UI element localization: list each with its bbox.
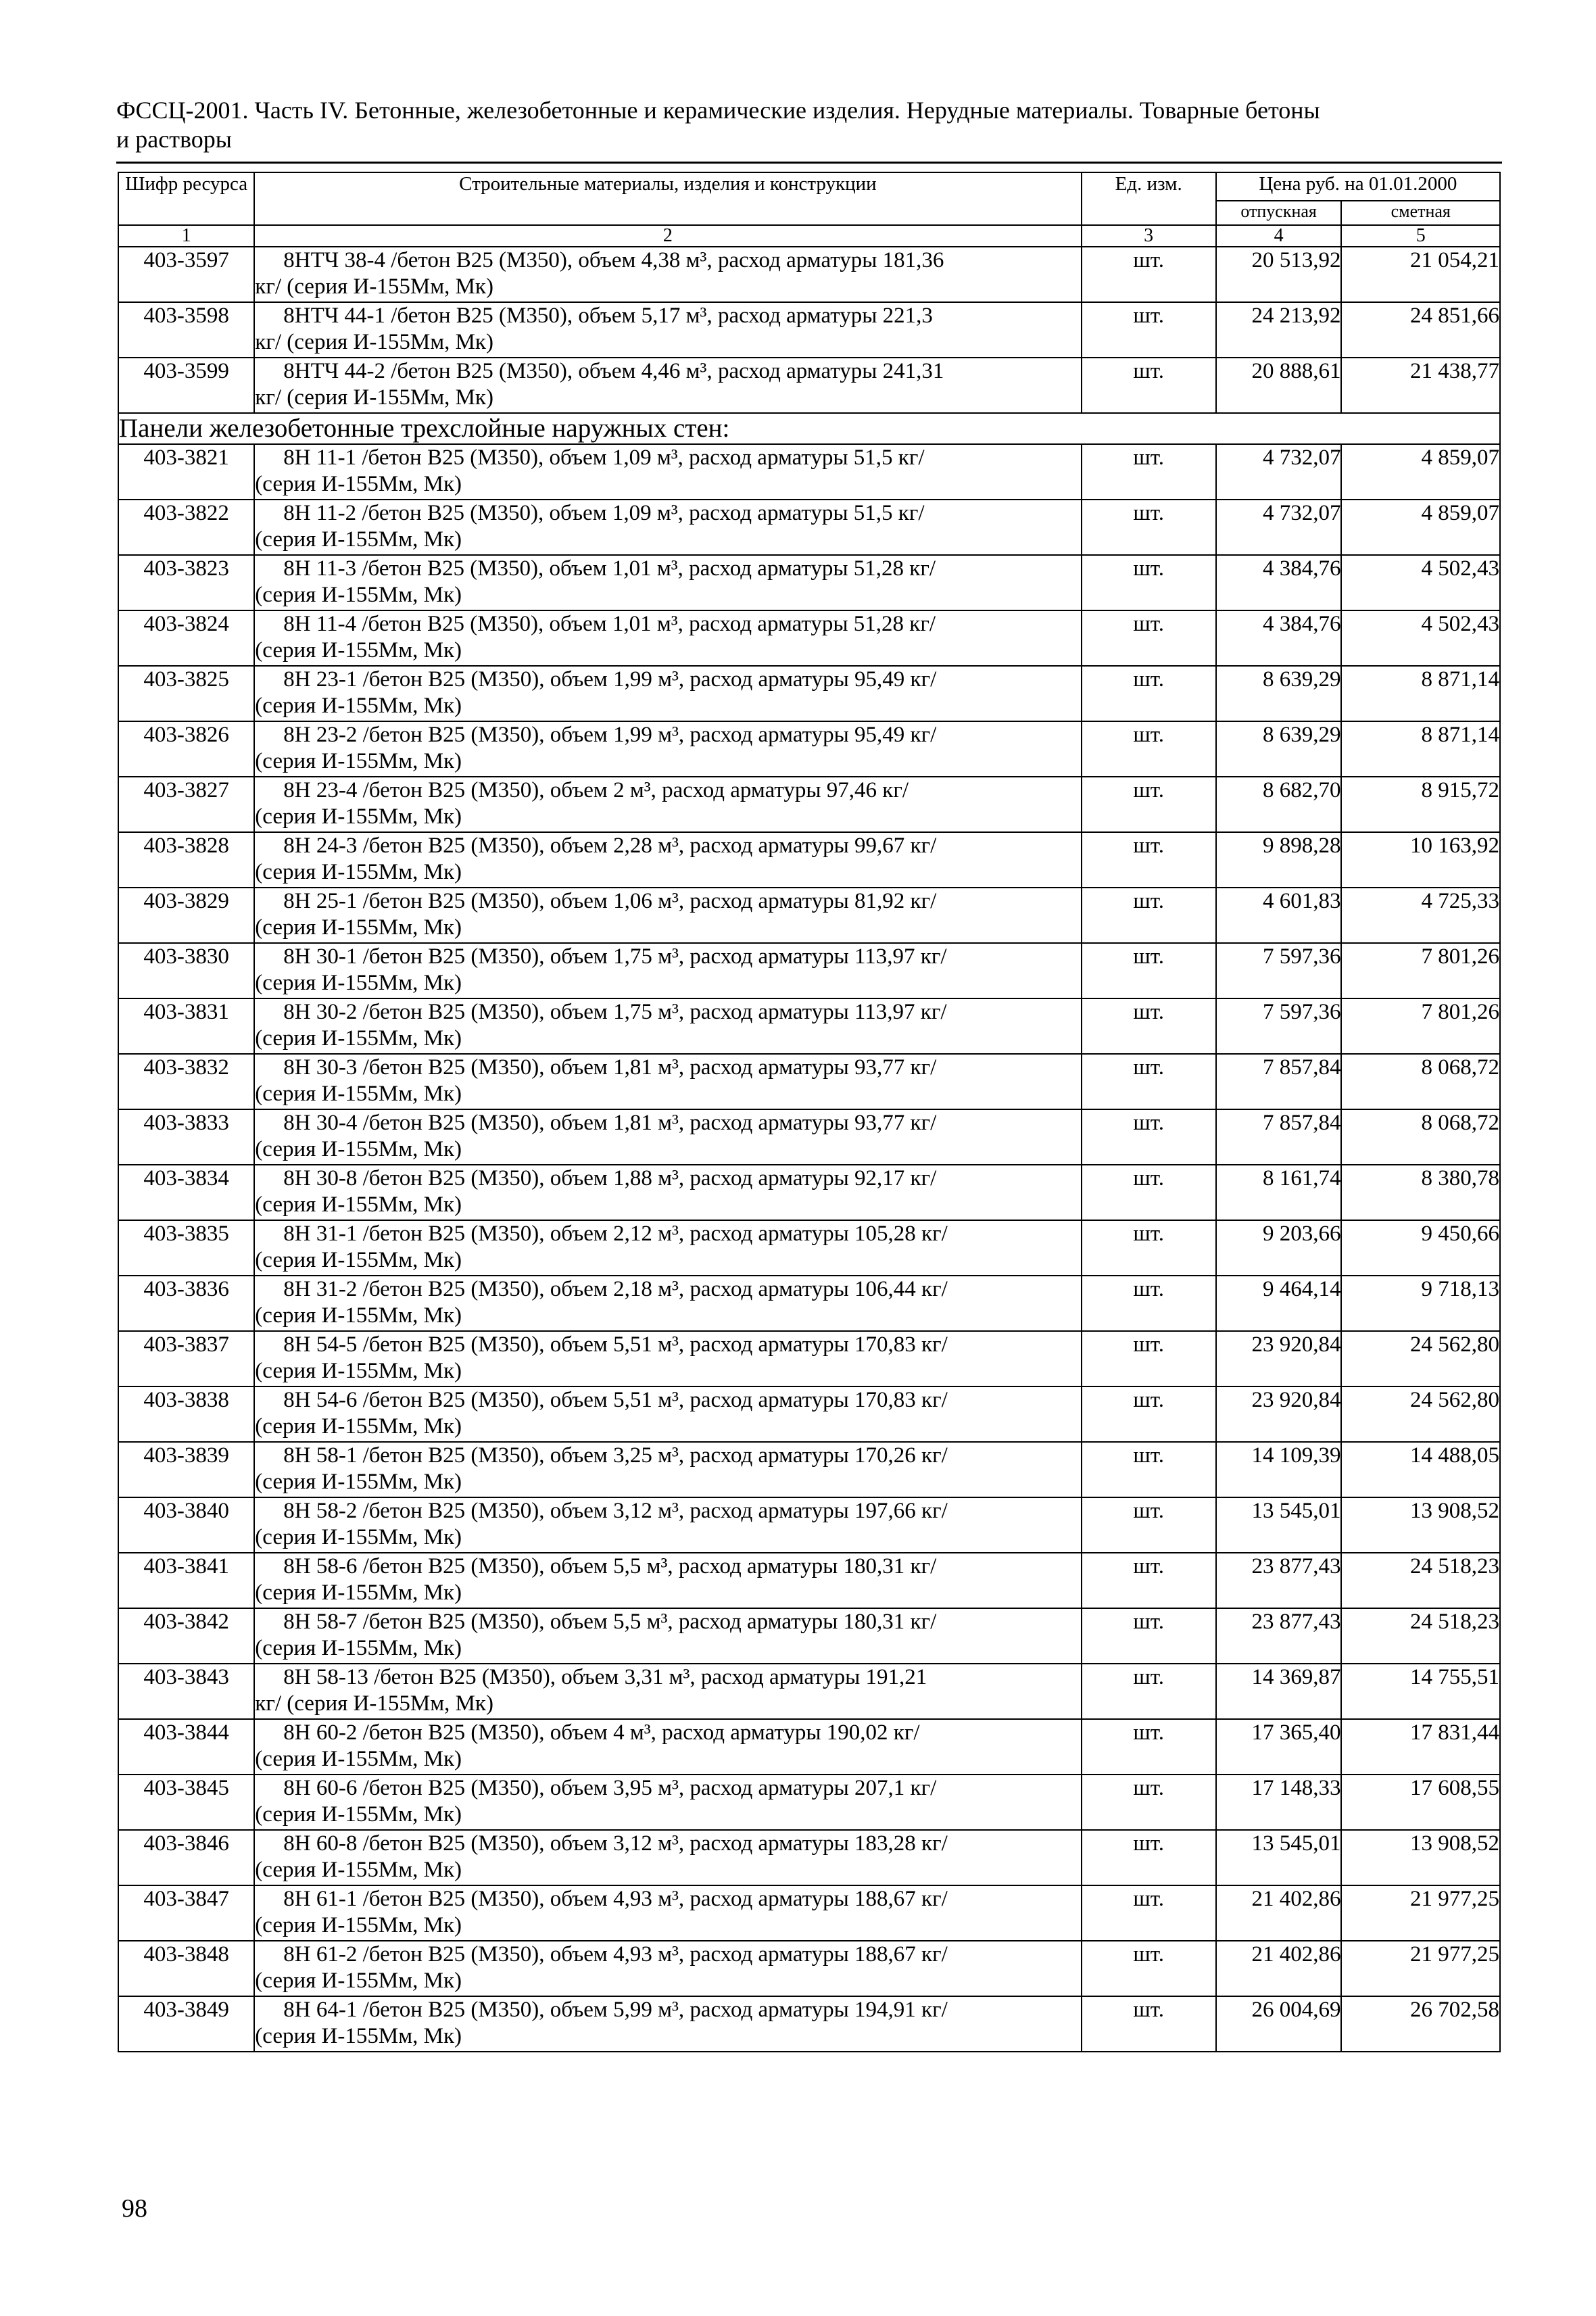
unit: шт.	[1082, 998, 1216, 1054]
item-description-line1: 8Н 61-1 /бетон В25 (М350), объем 4,93 м³, расход арматуры 188,67 кг/	[283, 1887, 948, 1911]
column-number: 3	[1082, 225, 1216, 247]
item-description-line1: 8Н 58-1 /бетон В25 (М350), объем 3,25 м³, расход арматуры 170,26 кг/	[283, 1443, 948, 1468]
table-row	[118, 500, 1500, 555]
item-description-line2: (серия И-155Мм, Мк)	[255, 1802, 462, 1827]
item-description-line1: 8Н 54-6 /бетон В25 (М350), объем 5,51 м³, расход арматуры 170,83 кг/	[283, 1388, 948, 1412]
item-description-line1: 8Н 23-1 /бетон В25 (М350), объем 1,99 м³, расход арматуры 95,49 кг/	[283, 667, 937, 692]
item-description	[254, 1996, 1081, 2052]
resource-code: 403-3846	[118, 1830, 254, 1885]
item-description-line1: 8НТЧ 44-1 /бетон В25 (М350), объем 5,17 м³, расход арматуры 221,3	[283, 304, 933, 328]
unit: шт.	[1082, 1996, 1216, 2052]
release-price: 9 898,28	[1216, 832, 1342, 888]
item-description-line1: 8Н 11-1 /бетон В25 (М350), объем 1,09 м³, расход арматуры 51,5 кг/	[283, 445, 925, 470]
price-table	[118, 172, 1501, 2052]
item-description	[254, 888, 1081, 943]
unit: шт.	[1082, 1719, 1216, 1775]
item-description	[254, 1165, 1081, 1220]
table-row	[118, 555, 1500, 610]
table-row	[118, 777, 1500, 832]
release-price: 8 639,29	[1216, 721, 1342, 777]
item-description-line1: 8Н 30-1 /бетон В25 (М350), объем 1,75 м³, расход арматуры 113,97 кг/	[283, 944, 947, 969]
item-description	[254, 610, 1081, 666]
estimate-price: 8 068,72	[1341, 1054, 1500, 1109]
page-number: 98	[122, 2194, 147, 2223]
resource-code: 403-3826	[118, 721, 254, 777]
estimate-price: 21 977,25	[1341, 1885, 1500, 1941]
column-header-release: отпускная	[1216, 201, 1342, 225]
table-row	[118, 1220, 1500, 1276]
table-row	[118, 1276, 1500, 1331]
estimate-price: 21 977,25	[1341, 1941, 1500, 1996]
item-description	[254, 777, 1081, 832]
release-price: 4 732,07	[1216, 444, 1342, 500]
release-price: 8 639,29	[1216, 666, 1342, 721]
item-description-line2: (серия И-155Мм, Мк)	[255, 1359, 462, 1383]
resource-code: 403-3599	[118, 358, 254, 413]
item-description	[254, 1220, 1081, 1276]
resource-code: 403-3829	[118, 888, 254, 943]
item-description-line2: кг/ (серия И-155Мм, Мк)	[255, 385, 493, 410]
resource-code: 403-3844	[118, 1719, 254, 1775]
unit: шт.	[1082, 1664, 1216, 1719]
item-description	[254, 1664, 1081, 1719]
release-price: 14 369,87	[1216, 1664, 1342, 1719]
estimate-price: 8 915,72	[1341, 777, 1500, 832]
estimate-price: 14 488,05	[1341, 1442, 1500, 1497]
item-description-line2: (серия И-155Мм, Мк)	[255, 1470, 462, 1494]
item-description-line2: (серия И-155Мм, Мк)	[255, 804, 462, 829]
unit: шт.	[1082, 555, 1216, 610]
table-row	[118, 1442, 1500, 1497]
column-number: 4	[1216, 225, 1342, 247]
resource-code: 403-3838	[118, 1386, 254, 1442]
column-header-price-group: Цена руб. на 01.01.2000	[1216, 172, 1500, 201]
unit: шт.	[1082, 610, 1216, 666]
estimate-price: 8 871,14	[1341, 666, 1500, 721]
resource-code: 403-3597	[118, 247, 254, 302]
item-description	[254, 555, 1081, 610]
unit: шт.	[1082, 721, 1216, 777]
unit: шт.	[1082, 1497, 1216, 1553]
resource-code: 403-3598	[118, 302, 254, 358]
item-description-line2: (серия И-155Мм, Мк)	[255, 1026, 462, 1051]
item-description	[254, 1885, 1081, 1941]
table-row	[118, 1719, 1500, 1775]
table-row	[118, 610, 1500, 666]
table-row	[118, 302, 1500, 358]
table-row	[118, 1608, 1500, 1664]
release-price: 24 213,92	[1216, 302, 1342, 358]
unit: шт.	[1082, 247, 1216, 302]
item-description	[254, 1608, 1081, 1664]
column-header-name: Строительные материалы, изделия и конструкции	[254, 172, 1081, 225]
header-rule	[116, 162, 1502, 164]
item-description-line1: 8Н 25-1 /бетон В25 (М350), объем 1,06 м³, расход арматуры 81,92 кг/	[283, 889, 937, 913]
item-description-line1: 8Н 11-2 /бетон В25 (М350), объем 1,09 м³, расход арматуры 51,5 кг/	[283, 501, 925, 525]
item-description-line1: 8Н 23-4 /бетон В25 (М350), объем 2 м³, расход арматуры 97,46 кг/	[283, 778, 909, 802]
item-description-line2: (серия И-155Мм, Мк)	[255, 1137, 462, 1161]
unit: шт.	[1082, 777, 1216, 832]
item-description-line1: 8Н 31-1 /бетон В25 (М350), объем 2,12 м³, расход арматуры 105,28 кг/	[283, 1222, 948, 1246]
resource-code: 403-3847	[118, 1885, 254, 1941]
item-description-line2: (серия И-155Мм, Мк)	[255, 1082, 462, 1106]
item-description	[254, 1719, 1081, 1775]
item-description-line2: (серия И-155Мм, Мк)	[255, 2024, 462, 2048]
resource-code: 403-3842	[118, 1608, 254, 1664]
item-description-line1: 8Н 30-3 /бетон В25 (М350), объем 1,81 м³, расход арматуры 93,77 кг/	[283, 1055, 937, 1080]
release-price: 26 004,69	[1216, 1996, 1342, 2052]
release-price: 8 161,74	[1216, 1165, 1342, 1220]
estimate-price: 8 871,14	[1341, 721, 1500, 777]
resource-code: 403-3823	[118, 555, 254, 610]
column-header-unit: Ед. изм.	[1082, 172, 1216, 225]
table-row	[118, 1054, 1500, 1109]
release-price: 4 384,76	[1216, 610, 1342, 666]
item-description	[254, 832, 1081, 888]
estimate-price: 13 908,52	[1341, 1497, 1500, 1553]
unit: шт.	[1082, 1442, 1216, 1497]
unit: шт.	[1082, 1054, 1216, 1109]
item-description-line2: (серия И-155Мм, Мк)	[255, 1581, 462, 1605]
item-description-line1: 8Н 11-4 /бетон В25 (М350), объем 1,01 м³, расход арматуры 51,28 кг/	[283, 612, 936, 636]
resource-code: 403-3822	[118, 500, 254, 555]
release-price: 8 682,70	[1216, 777, 1342, 832]
release-price: 7 597,36	[1216, 943, 1342, 998]
resource-code: 403-3831	[118, 998, 254, 1054]
item-description	[254, 1497, 1081, 1553]
unit: шт.	[1082, 1830, 1216, 1885]
item-description	[254, 358, 1081, 413]
item-description-line2: (серия И-155Мм, Мк)	[255, 638, 462, 662]
column-header-estimate: сметная	[1341, 201, 1500, 225]
item-description-line2: кг/ (серия И-155Мм, Мк)	[255, 330, 493, 354]
item-description-line1: 8Н 24-3 /бетон В25 (М350), объем 2,28 м³, расход арматуры 99,67 кг/	[283, 834, 937, 858]
estimate-price: 17 608,55	[1341, 1775, 1500, 1830]
release-price: 4 384,76	[1216, 555, 1342, 610]
item-description	[254, 1054, 1081, 1109]
table-row	[118, 998, 1500, 1054]
estimate-price: 24 518,23	[1341, 1608, 1500, 1664]
item-description-line1: 8Н 23-2 /бетон В25 (М350), объем 1,99 м³, расход арматуры 95,49 кг/	[283, 723, 937, 747]
item-description	[254, 1276, 1081, 1331]
item-description-line2: (серия И-155Мм, Мк)	[255, 472, 462, 496]
resource-code: 403-3834	[118, 1165, 254, 1220]
item-description	[254, 666, 1081, 721]
unit: шт.	[1082, 1276, 1216, 1331]
table-row	[118, 1775, 1500, 1830]
page-header-line1: ФССЦ-2001. Часть IV. Бетонные, железобетонные и керамические изделия. Нерудные материалы. Товарные бетоны	[116, 97, 1320, 124]
item-description-line2: (серия И-155Мм, Мк)	[255, 971, 462, 995]
item-description-line1: 8Н 31-2 /бетон В25 (М350), объем 2,18 м³, расход арматуры 106,44 кг/	[283, 1277, 948, 1301]
table-row	[118, 1331, 1500, 1386]
table-row	[118, 358, 1500, 413]
item-description	[254, 1941, 1081, 1996]
estimate-price: 21 054,21	[1341, 247, 1500, 302]
resource-code: 403-3836	[118, 1276, 254, 1331]
estimate-price: 17 831,44	[1341, 1719, 1500, 1775]
item-description-line1: 8Н 58-6 /бетон В25 (М350), объем 5,5 м³, расход арматуры 180,31 кг/	[283, 1554, 937, 1578]
item-description-line2: (серия И-155Мм, Мк)	[255, 749, 462, 773]
release-price: 7 597,36	[1216, 998, 1342, 1054]
estimate-price: 14 755,51	[1341, 1664, 1500, 1719]
table-row	[118, 721, 1500, 777]
release-price: 13 545,01	[1216, 1830, 1342, 1885]
item-description	[254, 500, 1081, 555]
table-row	[118, 1553, 1500, 1608]
item-description-line2: (серия И-155Мм, Мк)	[255, 1248, 462, 1272]
unit: шт.	[1082, 666, 1216, 721]
item-description-line2: (серия И-155Мм, Мк)	[255, 1969, 462, 1993]
item-description	[254, 1386, 1081, 1442]
unit: шт.	[1082, 358, 1216, 413]
unit: шт.	[1082, 1331, 1216, 1386]
unit: шт.	[1082, 1941, 1216, 1996]
release-price: 20 513,92	[1216, 247, 1342, 302]
release-price: 20 888,61	[1216, 358, 1342, 413]
unit: шт.	[1082, 1165, 1216, 1220]
item-description-line2: (серия И-155Мм, Мк)	[255, 1414, 462, 1439]
item-description-line2: (серия И-155Мм, Мк)	[255, 1913, 462, 1937]
page-header	[116, 96, 1502, 154]
table-row	[118, 1386, 1500, 1442]
estimate-price: 4 725,33	[1341, 888, 1500, 943]
release-price: 17 148,33	[1216, 1775, 1342, 1830]
unit: шт.	[1082, 1553, 1216, 1608]
unit: шт.	[1082, 943, 1216, 998]
resource-code: 403-3849	[118, 1996, 254, 2052]
table-row	[118, 1830, 1500, 1885]
table-row	[118, 943, 1500, 998]
section-body	[118, 413, 1500, 444]
item-description-line1: 8Н 11-3 /бетон В25 (М350), объем 1,01 м³, расход арматуры 51,28 кг/	[283, 556, 936, 581]
item-description-line2: кг/ (серия И-155Мм, Мк)	[255, 1691, 493, 1716]
resource-code: 403-3824	[118, 610, 254, 666]
item-description-line2: (серия И-155Мм, Мк)	[255, 860, 462, 884]
unit: шт.	[1082, 888, 1216, 943]
resource-code: 403-3835	[118, 1220, 254, 1276]
resource-code: 403-3827	[118, 777, 254, 832]
unit: шт.	[1082, 1386, 1216, 1442]
resource-code: 403-3832	[118, 1054, 254, 1109]
resource-code: 403-3821	[118, 444, 254, 500]
item-description-line1: 8Н 58-2 /бетон В25 (М350), объем 3,12 м³, расход арматуры 197,66 кг/	[283, 1499, 948, 1523]
estimate-price: 24 562,80	[1341, 1331, 1500, 1386]
unit: шт.	[1082, 1109, 1216, 1165]
resource-code: 403-3848	[118, 1941, 254, 1996]
page-header-line2: и растворы	[116, 126, 232, 153]
item-description-line1: 8Н 30-4 /бетон В25 (М350), объем 1,81 м³, расход арматуры 93,77 кг/	[283, 1111, 937, 1135]
item-description-line2: (серия И-155Мм, Мк)	[255, 1303, 462, 1328]
item-description-line1: 8НТЧ 44-2 /бетон В25 (М350), объем 4,46 м³, расход арматуры 241,31	[283, 359, 944, 383]
item-description-line2: (серия И-155Мм, Мк)	[255, 915, 462, 940]
item-description-line1: 8Н 64-1 /бетон В25 (М350), объем 5,99 м³, расход арматуры 194,91 кг/	[283, 1998, 948, 2022]
resource-code: 403-3840	[118, 1497, 254, 1553]
table-row	[118, 444, 1500, 500]
resource-code: 403-3833	[118, 1109, 254, 1165]
resource-code: 403-3839	[118, 1442, 254, 1497]
resource-code: 403-3841	[118, 1553, 254, 1608]
estimate-price: 13 908,52	[1341, 1830, 1500, 1885]
estimate-price: 8 068,72	[1341, 1109, 1500, 1165]
release-price: 7 857,84	[1216, 1109, 1342, 1165]
item-description-line2: (серия И-155Мм, Мк)	[255, 1858, 462, 1882]
item-description-line1: 8Н 60-6 /бетон В25 (М350), объем 3,95 м³, расход арматуры 207,1 кг/	[283, 1776, 937, 1800]
item-description-line2: (серия И-155Мм, Мк)	[255, 1192, 462, 1217]
estimate-price: 10 163,92	[1341, 832, 1500, 888]
item-description-line1: 8Н 61-2 /бетон В25 (М350), объем 4,93 м³, расход арматуры 188,67 кг/	[283, 1942, 948, 1967]
table-row	[118, 1885, 1500, 1941]
unit: шт.	[1082, 444, 1216, 500]
item-description-line2: (серия И-155Мм, Мк)	[255, 694, 462, 718]
release-price: 23 920,84	[1216, 1331, 1342, 1386]
item-description-line1: 8Н 60-2 /бетон В25 (М350), объем 4 м³, расход арматуры 190,02 кг/	[283, 1720, 920, 1745]
column-number-row	[118, 225, 1500, 247]
item-description	[254, 247, 1081, 302]
estimate-price: 4 859,07	[1341, 500, 1500, 555]
estimate-price: 26 702,58	[1341, 1996, 1500, 2052]
estimate-price: 7 801,26	[1341, 943, 1500, 998]
estimate-price: 21 438,77	[1341, 358, 1500, 413]
table-row	[118, 1664, 1500, 1719]
unit: шт.	[1082, 1775, 1216, 1830]
item-description-line2: (серия И-155Мм, Мк)	[255, 1525, 462, 1549]
estimate-price: 24 518,23	[1341, 1553, 1500, 1608]
release-price: 9 203,66	[1216, 1220, 1342, 1276]
release-price: 4 601,83	[1216, 888, 1342, 943]
item-description-line1: 8Н 54-5 /бетон В25 (М350), объем 5,51 м³, расход арматуры 170,83 кг/	[283, 1332, 948, 1357]
estimate-price: 7 801,26	[1341, 998, 1500, 1054]
item-description-line1: 8Н 58-13 /бетон В25 (М350), объем 3,31 м³, расход арматуры 191,21	[283, 1665, 927, 1689]
estimate-price: 4 502,43	[1341, 610, 1500, 666]
release-price: 17 365,40	[1216, 1719, 1342, 1775]
release-price: 21 402,86	[1216, 1885, 1342, 1941]
item-description-line2: (серия И-155Мм, Мк)	[255, 1747, 462, 1771]
item-description-line2: (серия И-155Мм, Мк)	[255, 527, 462, 552]
item-description-line2: (серия И-155Мм, Мк)	[255, 583, 462, 607]
estimate-price: 9 718,13	[1341, 1276, 1500, 1331]
item-description	[254, 444, 1081, 500]
release-price: 14 109,39	[1216, 1442, 1342, 1497]
unit: шт.	[1082, 832, 1216, 888]
item-description	[254, 1830, 1081, 1885]
item-description	[254, 1331, 1081, 1386]
resource-code: 403-3830	[118, 943, 254, 998]
release-price: 13 545,01	[1216, 1497, 1342, 1553]
unit: шт.	[1082, 302, 1216, 358]
estimate-price: 8 380,78	[1341, 1165, 1500, 1220]
estimate-price: 24 851,66	[1341, 302, 1500, 358]
table-row	[118, 1109, 1500, 1165]
table-row	[118, 1165, 1500, 1220]
item-description-line1: 8Н 30-2 /бетон В25 (М350), объем 1,75 м³, расход арматуры 113,97 кг/	[283, 1000, 947, 1024]
release-price: 9 464,14	[1216, 1276, 1342, 1331]
section-title: Панели железобетонные трехслойные наружных стен:	[118, 413, 1500, 444]
item-description-line1: 8Н 60-8 /бетон В25 (М350), объем 3,12 м³, расход арматуры 183,28 кг/	[283, 1831, 948, 1856]
release-price: 4 732,07	[1216, 500, 1342, 555]
resource-code: 403-3828	[118, 832, 254, 888]
item-description	[254, 302, 1081, 358]
table-row	[118, 666, 1500, 721]
release-price: 23 920,84	[1216, 1386, 1342, 1442]
item-description-line2: (серия И-155Мм, Мк)	[255, 1636, 462, 1660]
release-price: 23 877,43	[1216, 1553, 1342, 1608]
item-description-line1: 8Н 58-7 /бетон В25 (М350), объем 5,5 м³, расход арматуры 180,31 кг/	[283, 1610, 937, 1634]
estimate-price: 24 562,80	[1341, 1386, 1500, 1442]
unit: шт.	[1082, 1608, 1216, 1664]
unit: шт.	[1082, 500, 1216, 555]
column-number: 2	[254, 225, 1081, 247]
table-body-main	[118, 444, 1500, 2052]
item-description	[254, 998, 1081, 1054]
item-description	[254, 1109, 1081, 1165]
table-row	[118, 1996, 1500, 2052]
unit: шт.	[1082, 1220, 1216, 1276]
estimate-price: 4 502,43	[1341, 555, 1500, 610]
table-row	[118, 888, 1500, 943]
item-description	[254, 943, 1081, 998]
estimate-price: 4 859,07	[1341, 444, 1500, 500]
item-description-line1: 8НТЧ 38-4 /бетон В25 (М350), объем 4,38 м³, расход арматуры 181,36	[283, 248, 944, 272]
section-row	[118, 413, 1500, 444]
table-body-top	[118, 247, 1500, 413]
item-description	[254, 1775, 1081, 1830]
resource-code: 403-3837	[118, 1331, 254, 1386]
resource-code: 403-3825	[118, 666, 254, 721]
table-row	[118, 1497, 1500, 1553]
item-description	[254, 1442, 1081, 1497]
table-row	[118, 832, 1500, 888]
table-row	[118, 1941, 1500, 1996]
table-header-row	[118, 172, 1500, 201]
resource-code: 403-3845	[118, 1775, 254, 1830]
release-price: 21 402,86	[1216, 1941, 1342, 1996]
release-price: 7 857,84	[1216, 1054, 1342, 1109]
item-description-line2: кг/ (серия И-155Мм, Мк)	[255, 274, 493, 299]
release-price: 23 877,43	[1216, 1608, 1342, 1664]
table-row	[118, 247, 1500, 302]
column-number: 1	[118, 225, 254, 247]
column-header-code: Шифр ресурса	[118, 172, 254, 225]
resource-code: 403-3843	[118, 1664, 254, 1719]
item-description	[254, 721, 1081, 777]
unit: шт.	[1082, 1885, 1216, 1941]
column-number: 5	[1341, 225, 1500, 247]
estimate-price: 9 450,66	[1341, 1220, 1500, 1276]
item-description-line1: 8Н 30-8 /бетон В25 (М350), объем 1,88 м³, расход арматуры 92,17 кг/	[283, 1166, 937, 1190]
item-description	[254, 1553, 1081, 1608]
